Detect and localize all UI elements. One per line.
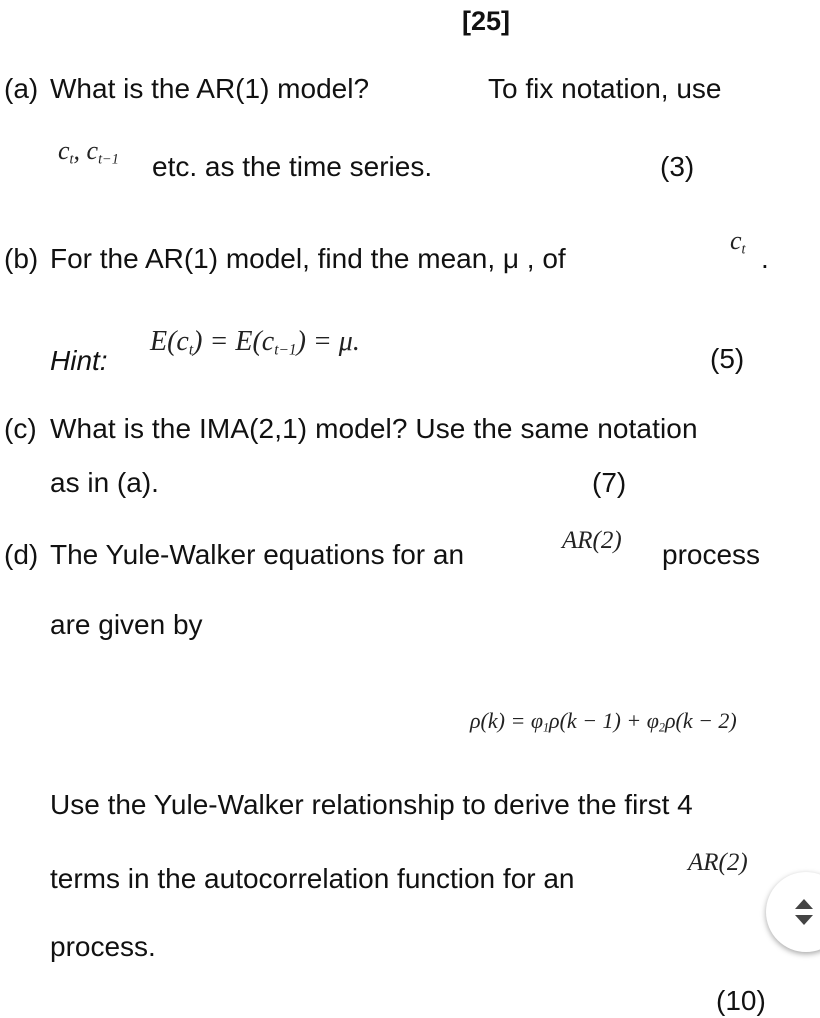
question-b-period: . — [761, 243, 769, 274]
question-b-label: (b) — [4, 243, 39, 274]
question-c-line2: as in (a). — [50, 467, 159, 498]
question-a-line1-right: To fix notation, use — [488, 73, 722, 104]
ar2-math: AR(2) — [562, 527, 622, 554]
question-d-line4: terms in the autocorrelation function for an — [50, 863, 575, 894]
question-b-marks: (5) — [710, 343, 745, 374]
ar2-math-2: AR(2) — [688, 849, 748, 876]
question-c-line1: What is the IMA(2,1) model? Use the same notation — [50, 413, 698, 444]
question-d-line1-right: process — [662, 539, 761, 570]
question-c-marks: (7) — [592, 467, 627, 498]
question-d-line5: process. — [50, 931, 156, 962]
question-d-label: (d) — [4, 539, 39, 570]
scroll-up-down-icon — [792, 896, 816, 928]
question-d-line2: are given by — [50, 609, 203, 640]
question-d-marks: (10) — [716, 985, 766, 1016]
question-d-line1-left: The Yule-Walker equations for an — [50, 539, 465, 570]
question-c-label: (c) — [4, 413, 37, 444]
question-a-line1-left: What is the AR(1) model? — [50, 73, 370, 104]
scroll-button[interactable] — [766, 872, 820, 952]
question-a-label: (a) — [4, 73, 39, 104]
ct-math: $c_t$ — [730, 226, 746, 258]
question-a-marks: (3) — [660, 151, 695, 182]
question-a-line2: etc. as the time series. — [152, 151, 433, 182]
hint-equation: $E(c_t) = E(c_{t-1}) = \mu$. — [150, 326, 360, 359]
notation-math: $c_t$, $c_{t-1}$ — [58, 136, 119, 168]
question-d-line3: Use the Yule-Walker relationship to derive the first 4 — [50, 789, 693, 820]
hint-label: Hint: — [50, 345, 108, 376]
yule-walker-equation: $\rho(k) = \varphi_1\rho(k - 1) + \varphi_2\rho(k - 2)$ — [470, 708, 737, 735]
question-b-text: For the AR(1) model, find the mean, μ , of — [50, 243, 566, 274]
total-marks: [25] — [462, 6, 511, 36]
